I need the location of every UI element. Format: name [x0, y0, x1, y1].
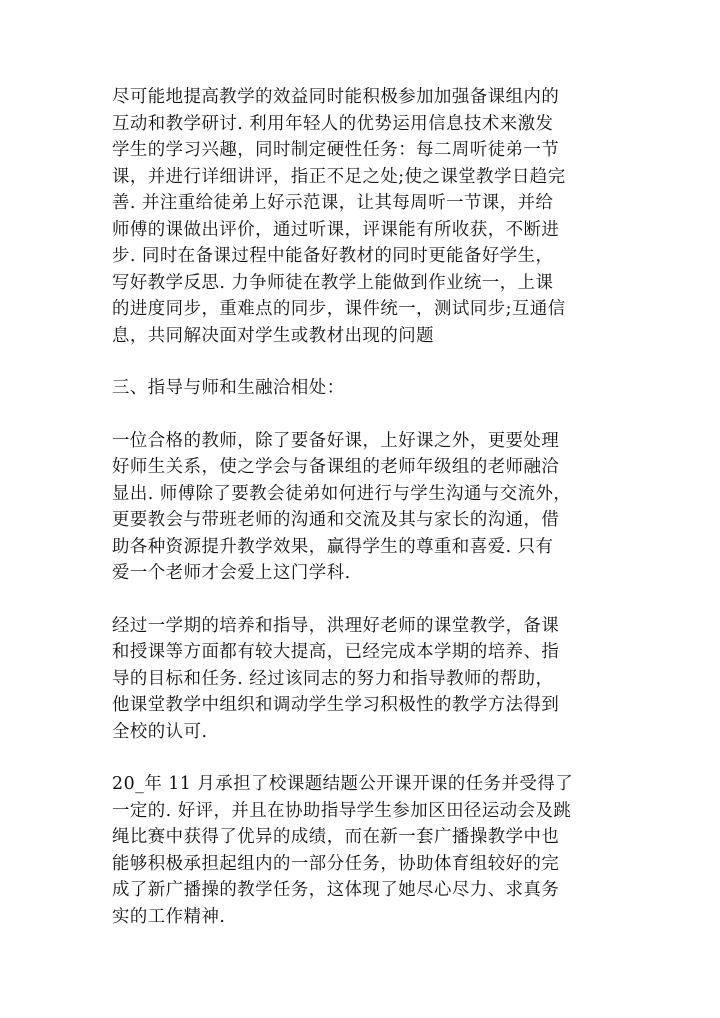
document-body [112, 84, 612, 930]
paragraph-training-results: 经过一学期的培养和指导，洪理好老师的课堂教学，备课 和授课等方面都有较大提高，已经完成本学期的培养、指 导的目标和任务. 经过该同志的努力和指导教师的帮助， 他课堂教学中组织和调动学生学习积极性的教学方法得到 全校的认可. [112, 615, 560, 742]
paragraph-achievements: 20_年 11 月承担了校课题结题公开课开课的任务并受得了 一定的. 好评，并且在协助指导学生参加区田径运动会及跳 绳比赛中获得了优异的成绩，而在新一套广播操教学中也 能够积极承担起组内的一部分任务，协助体育组较好的完 成了新广播操的教学任务，这体现了她尽心尽力、求真务 实的工作精神. [112, 774, 574, 927]
section-heading: 三、指导与师和生融洽相处： [112, 378, 345, 398]
paragraph-lesson-preparation: 尽可能地提高教学的效益同时能积极参加加强备课组内的 互动和教学研讨. 利用年轻人的优势运用信息技术来激发 学生的学习兴趣，同时制定硬性任务：每二周听徒弟一节 课，并进行详细讲评，指正不足之处;使之课堂教学日趋完 善. 并注重给徒弟上好示范课，让其每周听一节课，并给 师傅的课做出评价，通过听课，评课能有所收获，不断进 步. 同时在备课过程中能备好教材的同时更能备好学生， 写好教学反思. 力争师徒在教学上能做到作业统一，上课 的进度同步，重难点的同步，课件统一，测试同步;互通信 息，共同解决面对学生或教材出现的问题 [112, 87, 566, 346]
paragraph-teacher-student-relations: 一位合格的教师，除了要备好课，上好课之外，更要处理 好师生关系，使之学会与备课组的老师年级组的老师融洽 显出. 师傅除了要教会徒弟如何进行与学生沟通与交流外， 更要教会与带班老师的沟通和交流及其与家长的沟通，借 助各种资源提升教学效果，赢得学生的尊重和喜爱. 只有 爱一个老师才会爱上这门学科. [112, 430, 572, 583]
